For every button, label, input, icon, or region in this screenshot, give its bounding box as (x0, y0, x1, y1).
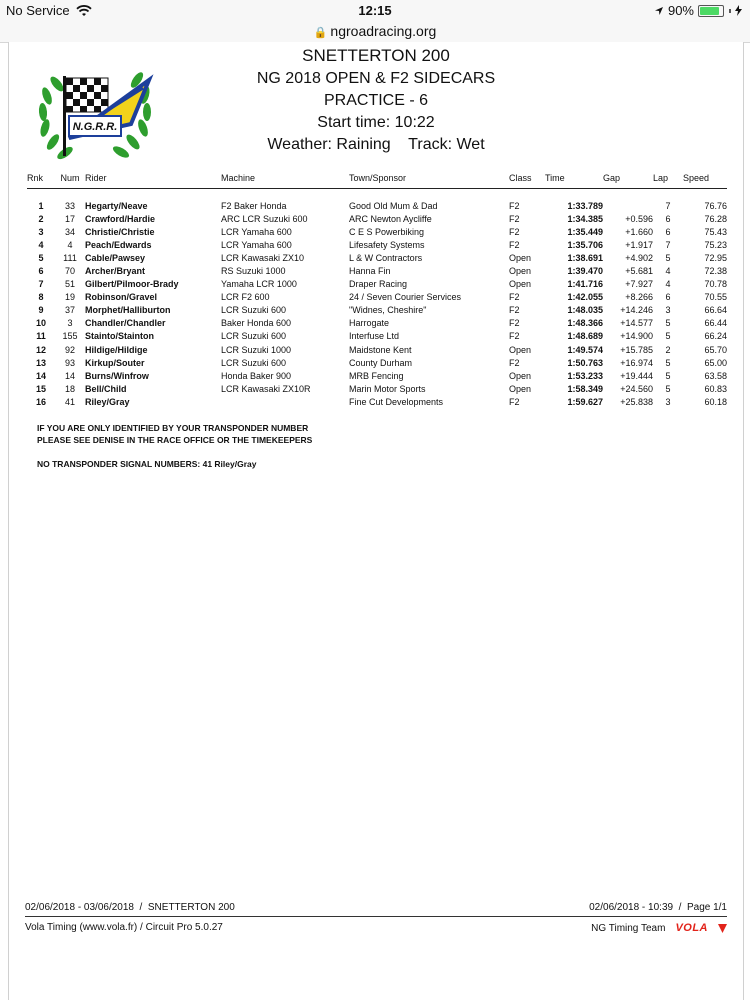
cell-machine: LCR Suzuki 600 (221, 331, 287, 342)
cell-rnk: 5 (38, 252, 44, 263)
cell-num: 111 (63, 252, 77, 263)
cell-lap: 5 (665, 357, 671, 368)
cell-time: 1:48.689 (567, 331, 603, 342)
cell-lap: 7 (665, 200, 671, 211)
footer-bottom (25, 922, 727, 933)
cell-rider: Christie/Christie (85, 226, 155, 237)
cell-rider: Riley/Gray (85, 396, 130, 407)
cell-class: F2 (509, 305, 520, 316)
cell-town: ARC Newton Aycliffe (349, 213, 432, 224)
start-time: Start time: 10:22 (317, 114, 435, 131)
cell-time: 1:33.789 (567, 200, 603, 211)
cell-machine: Baker Honda 600 (221, 318, 292, 329)
col-header: Time (545, 172, 603, 189)
cell-time: 1:48.366 (567, 318, 603, 329)
col-header: Machine (221, 172, 349, 189)
cell-rnk: 16 (35, 396, 46, 407)
cell-time: 1:41.716 (567, 279, 603, 290)
cell-class: Open (509, 279, 532, 290)
cell-num: 41 (64, 396, 75, 407)
col-header: Town/Sponsor (349, 172, 509, 189)
cell-time: 1:42.055 (567, 292, 603, 303)
cell-class: Open (509, 383, 532, 394)
cell-rider: Crawford/Hardie (85, 213, 156, 224)
cell-lap: 5 (665, 370, 671, 381)
cell-machine: LCR Suzuki 600 (221, 305, 287, 316)
cell-machine: LCR Kawasaki ZX10 (221, 252, 305, 263)
cell-rider: Bell/Child (85, 383, 127, 394)
col-header: Rider (85, 172, 221, 189)
battery-level (700, 7, 719, 15)
cell-rnk: 9 (38, 305, 44, 316)
cell-class: F2 (509, 226, 520, 237)
cell-class: F2 (509, 239, 520, 250)
cell-speed: 66.24 (704, 331, 727, 342)
cell-machine: ARC LCR Suzuki 600 (221, 213, 308, 224)
cell-class: F2 (509, 318, 520, 329)
cell-gap: +16.974 (620, 357, 653, 368)
note-line: IF YOU ARE ONLY IDENTIFIED BY YOUR TRANSPONDER NUMBER (37, 423, 309, 433)
vola-logo: VOLA (675, 922, 708, 934)
table-row (27, 278, 727, 291)
cell-time: 1:58.349 (567, 383, 603, 394)
location-arrow-icon (654, 6, 664, 16)
footer-page-info: 02/06/2018 - 10:39 / Page 1/1 (589, 902, 727, 913)
cell-num: 4 (67, 239, 73, 250)
cell-time: 1:50.763 (567, 357, 603, 368)
table-row (27, 304, 727, 317)
table-row (27, 369, 727, 382)
results-body (27, 189, 727, 409)
cell-lap: 5 (665, 318, 671, 329)
col-header: Class (509, 172, 545, 189)
table-row (27, 264, 727, 277)
cell-speed: 66.64 (704, 305, 727, 316)
battery-icon (698, 5, 724, 17)
cell-time: 1:53.233 (567, 370, 603, 381)
cell-speed: 65.00 (704, 357, 727, 368)
results-page (8, 42, 744, 1000)
cell-gap (603, 199, 653, 212)
note-line: PLEASE SEE DENISE IN THE RACE OFFICE OR THE TIMEKEEPERS (37, 435, 313, 445)
results-table (27, 172, 727, 409)
cell-rnk: 4 (38, 239, 44, 250)
col-header: Lap (653, 172, 683, 189)
cell-machine: LCR Yamaha 600 (221, 226, 292, 237)
cell-gap: +7.927 (625, 279, 653, 290)
cell-speed: 66.44 (704, 318, 727, 329)
cell-class: F2 (509, 331, 520, 342)
cell-lap: 4 (665, 279, 671, 290)
cell-town: Fine Cut Developments (349, 396, 444, 407)
table-row (27, 317, 727, 330)
col-header: Rnk (27, 172, 55, 189)
table-row (27, 330, 727, 343)
col-header: Num (55, 172, 85, 189)
cell-rider: Kirkup/Souter (85, 357, 145, 368)
cell-num: 70 (64, 266, 75, 277)
cell-num: 92 (64, 344, 75, 355)
cell-rider: Stainto/Stainton (85, 331, 154, 342)
cell-rnk: 8 (38, 292, 44, 303)
cell-town: Hanna Fin (349, 266, 391, 277)
lock-icon: 🔒 (313, 27, 328, 39)
cell-machine: LCR Yamaha 600 (221, 239, 292, 250)
practice-title: PRACTICE - 6 (323, 92, 428, 109)
cell-num: 155 (62, 331, 78, 342)
cell-lap: 6 (665, 226, 671, 237)
cell-gap: +8.266 (625, 292, 653, 303)
cell-town: 24 / Seven Courier Services (349, 292, 462, 303)
carrier-label: No Service (6, 3, 70, 18)
cell-time: 1:48.035 (567, 305, 603, 316)
table-row (27, 212, 727, 225)
cell-gap: +24.560 (620, 383, 653, 394)
table-row (27, 291, 727, 304)
cell-machine: LCR Kawasaki ZX10R (221, 383, 311, 394)
cell-speed: 65.70 (704, 344, 727, 355)
cell-time: 1:49.574 (567, 344, 603, 355)
cell-class: F2 (509, 357, 520, 368)
cell-rider: Robinson/Gravel (85, 292, 158, 303)
cell-lap: 3 (665, 396, 671, 407)
cell-class: Open (509, 370, 532, 381)
cell-town: Lifesafety Systems (349, 239, 425, 250)
cell-lap: 3 (665, 305, 671, 316)
cell-num: 3 (67, 318, 73, 329)
table-header-row (27, 172, 727, 189)
cell-lap: 2 (665, 344, 671, 355)
cell-time: 1:35.449 (567, 226, 603, 237)
cell-machine: LCR F2 600 (221, 292, 270, 303)
cell-num: 17 (64, 213, 75, 224)
cell-rider: Peach/Edwards (85, 239, 152, 250)
cell-rider: Hildige/Hildige (85, 344, 148, 355)
cell-rnk: 7 (38, 279, 44, 290)
cell-time: 1:34.385 (567, 213, 603, 224)
cell-rider: Chandler/Chandler (85, 318, 166, 329)
cell-rider: Hegarty/Neave (85, 200, 148, 211)
footer-right (591, 922, 727, 934)
cell-rider: Archer/Bryant (85, 266, 146, 277)
cell-num: 34 (64, 226, 75, 237)
cell-lap: 4 (665, 266, 671, 277)
cell-town: Marin Motor Sports (349, 383, 426, 394)
cell-gap: +1.660 (625, 226, 653, 237)
charging-bolt-icon (735, 5, 742, 16)
cell-time: 1:38.691 (567, 252, 603, 263)
cell-town: Good Old Mum & Dad (349, 200, 438, 211)
notes-block (37, 422, 312, 470)
cell-rider: Morphet/Halliburton (85, 305, 171, 316)
cell-rnk: 13 (35, 357, 46, 368)
table-row (27, 225, 727, 238)
event-title: SNETTERTON 200 (302, 46, 450, 65)
cell-speed: 72.38 (704, 266, 727, 277)
cell-class: F2 (509, 396, 520, 407)
cell-gap: +4.902 (625, 252, 653, 263)
cell-town: Draper Racing (349, 279, 408, 290)
cell-town: Harrogate (349, 318, 390, 329)
cell-town: Maidstone Kent (349, 344, 412, 355)
cell-lap: 7 (665, 239, 671, 250)
cell-gap: +25.838 (620, 396, 653, 407)
cell-speed: 60.83 (704, 383, 727, 394)
cell-machine: LCR Suzuki 1000 (221, 344, 292, 355)
session-title: NG 2018 OPEN & F2 SIDECARS (256, 70, 496, 87)
cell-rnk: 11 (36, 331, 46, 342)
cell-class: Open (509, 252, 532, 263)
cell-speed: 70.55 (704, 292, 727, 303)
cell-machine: Yamaha LCR 1000 (221, 279, 297, 290)
battery-percent: 90% (667, 3, 694, 18)
cell-lap: 5 (665, 252, 671, 263)
cell-speed: 76.76 (704, 200, 727, 211)
cell-rnk: 14 (35, 370, 46, 381)
cell-time: 1:39.470 (567, 266, 603, 277)
cell-gap: +0.596 (625, 213, 653, 224)
cell-gap: +15.785 (620, 344, 653, 355)
spacer-row (27, 189, 727, 200)
table-row (27, 356, 727, 369)
cell-class: F2 (509, 292, 520, 303)
cell-gap: +14.246 (620, 305, 653, 316)
footer-team: NG Timing Team (591, 922, 666, 934)
cell-lap: 6 (665, 292, 671, 303)
cell-speed: 76.28 (704, 213, 727, 224)
cell-num: 93 (64, 357, 75, 368)
cell-speed: 75.43 (704, 226, 727, 237)
cell-speed: 60.18 (704, 396, 727, 407)
cell-speed: 63.58 (704, 370, 727, 381)
cell-speed: 75.23 (704, 239, 727, 250)
cell-num: 37 (64, 305, 75, 316)
cell-machine: RS Suzuki 1000 (221, 266, 286, 277)
cell-town: County Durham (349, 357, 413, 368)
footer-divider (25, 916, 727, 917)
cell-gap: +5.681 (625, 266, 653, 277)
table-row (27, 395, 727, 408)
url-bar[interactable] (0, 22, 750, 43)
header-block (9, 44, 743, 156)
battery-tip (729, 9, 731, 13)
cell-num: 14 (64, 370, 75, 381)
table-row (27, 343, 727, 356)
cell-gap: +14.900 (620, 331, 653, 342)
cell-rnk: 6 (38, 266, 44, 277)
cell-class: Open (509, 266, 532, 277)
note-line: NO TRANSPONDER SIGNAL NUMBERS: 41 Riley/Gray (37, 459, 257, 469)
clock: 12:15 (358, 3, 392, 18)
cell-time: 1:59.627 (567, 396, 603, 407)
cell-rider: Burns/Winfrow (85, 370, 149, 381)
cell-num: 51 (64, 279, 75, 290)
cell-speed: 70.78 (704, 279, 727, 290)
cell-gap: +14.577 (620, 318, 653, 329)
cell-rnk: 10 (35, 318, 46, 329)
col-header: Speed (683, 172, 727, 189)
cell-lap: 5 (665, 331, 671, 342)
logo-text: N.G.R.R. (72, 121, 118, 133)
cell-gap: +19.444 (620, 370, 653, 381)
cell-town: MRB Fencing (349, 370, 404, 381)
cell-town: L & W Contractors (349, 252, 423, 263)
status-bar (0, 0, 750, 22)
cell-class: Open (509, 344, 532, 355)
cell-rnk: 12 (35, 344, 46, 355)
table-row (27, 238, 727, 251)
cell-rider: Gilbert/Pilmoor-Brady (85, 279, 179, 290)
cell-gap: +1.917 (625, 239, 653, 250)
cell-class: F2 (509, 200, 520, 211)
cell-machine: LCR Suzuki 600 (221, 357, 287, 368)
cell-speed: 72.95 (704, 252, 727, 263)
cell-lap: 5 (665, 383, 671, 394)
cell-rider: Cable/Pawsey (85, 252, 146, 263)
cell-time: 1:35.706 (567, 239, 603, 250)
cell-rnk: 1 (38, 200, 44, 211)
cell-machine (221, 395, 349, 408)
cell-machine: F2 Baker Honda (221, 200, 287, 211)
cell-num: 19 (64, 292, 75, 303)
cell-town: Interfuse Ltd (349, 331, 400, 342)
cell-rnk: 15 (35, 383, 46, 394)
status-right (654, 3, 742, 18)
cell-town: C E S Powerbiking (349, 226, 425, 237)
cell-num: 33 (64, 200, 75, 211)
cell-num: 18 (64, 383, 75, 394)
cell-class: F2 (509, 213, 520, 224)
url-text[interactable]: ngroadracing.org (330, 23, 437, 39)
footer-date-event: 02/06/2018 - 03/06/2018 / SNETTERTON 200 (25, 902, 235, 913)
col-header: Gap (603, 172, 653, 189)
footer-top (25, 902, 727, 913)
vola-mark-icon (718, 924, 727, 933)
table-row (27, 251, 727, 264)
cell-town: "Widnes, Cheshire" (349, 305, 427, 316)
table-row (27, 199, 727, 212)
cell-lap: 6 (665, 213, 671, 224)
cell-rnk: 2 (38, 213, 44, 224)
table-row (27, 382, 727, 395)
weather-track: Weather: Raining Track: Wet (267, 136, 485, 153)
cell-machine: Honda Baker 900 (221, 370, 292, 381)
footer-software: Vola Timing (www.vola.fr) / Circuit Pro 5.0.27 (25, 922, 223, 933)
cell-rnk: 3 (38, 226, 44, 237)
